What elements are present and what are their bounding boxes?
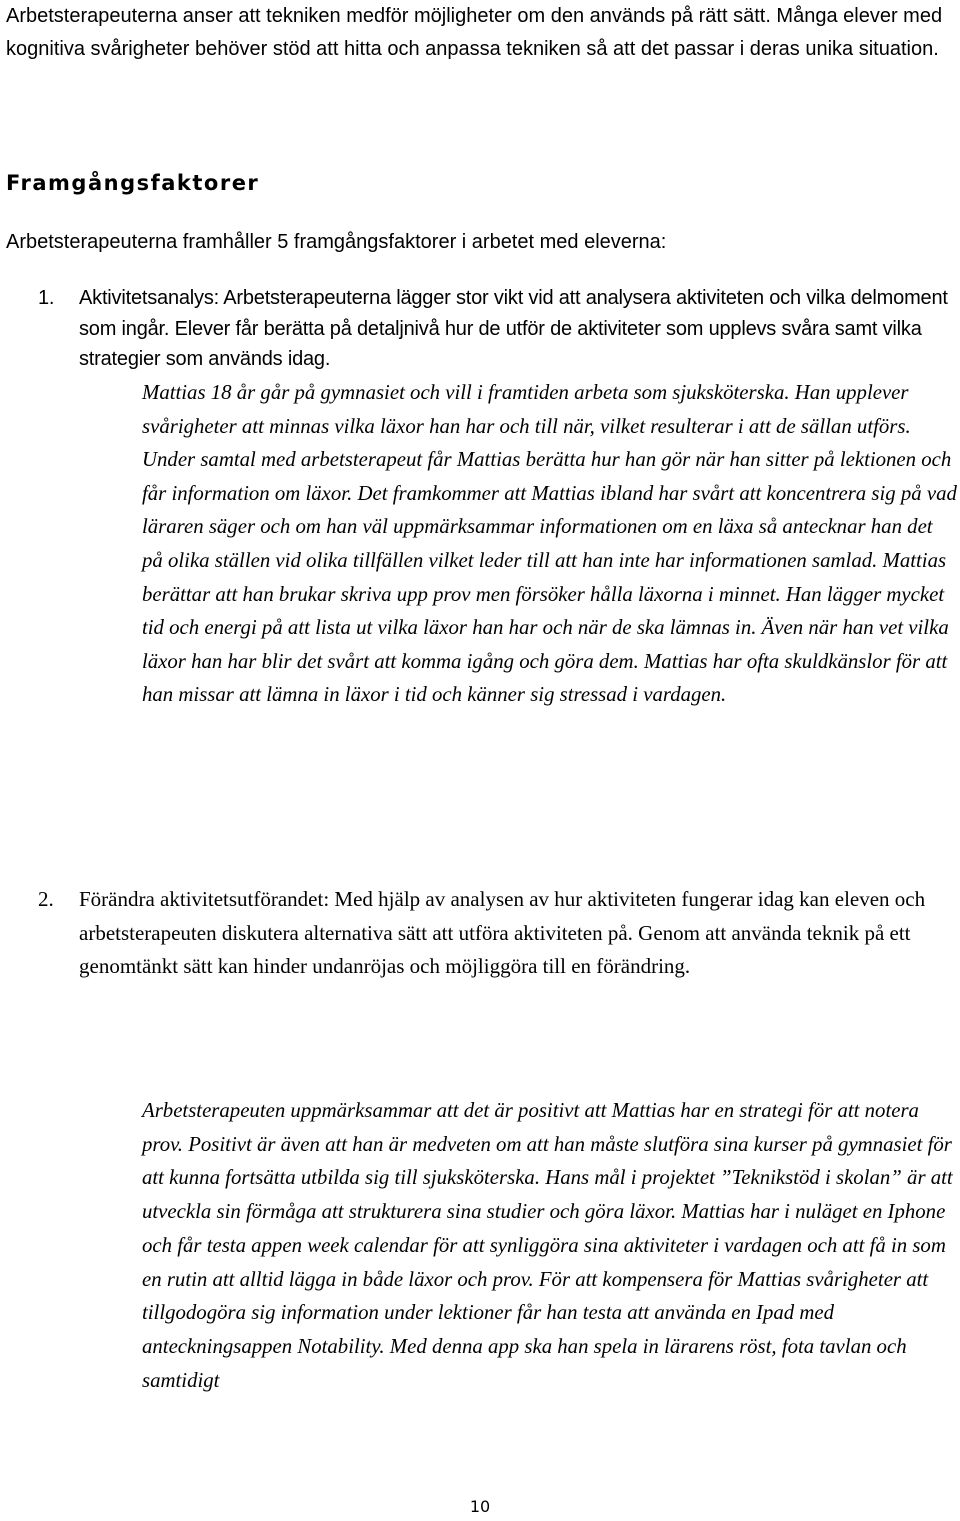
intro-paragraph: Arbetsterapeuterna anser att tekniken medför möjligheter om den används på rätt sätt. Många elever med kognitiva svårigheter behöver stöd att hitta och anpassa tekniken så att det passar i deras unika situation. <box>6 5 943 60</box>
item-number: 2. <box>38 887 54 911</box>
section-lead: Arbetsterapeuterna framhåller 5 framgångsfaktorer i arbetet med eleverna: <box>6 231 667 253</box>
case-example-1: Mattias 18 år går på gymnasiet och vill i framtiden arbeta som sjuksköterska. Han upplever svårigheter att minnas vilka läxor han har och till när, vilket resulterar i att de sällan utförs. Under samtal med arbetsterapeut får Mattias berätta hur han gör när han sitter på lektionen och får information om läxor. Det framkommer att Mattias ibland har svårt att koncentrera sig på vad läraren säger och om han väl uppmärksammar informationen om en läxa så antecknar han det på olika ställen vid olika tillfällen vilket leder till att han inte har informationen samlad. Mattias berättar att han brukar skriva upp prov men försöker hålla läxorna i minnet. Han lägger mycket tid och energi på att lista ut vilka läxor han har och när de ska lämnas in. Även när han vet vilka läxor han har blir det svårt att komma igång och göra dem. Mattias har ofta skuldkänslor för att han missar att lämna in läxor i tid och känner sig stressad i vardagen. <box>142 381 957 707</box>
case-example-2: Arbetsterapeuten uppmärksammar att det är positivt att Mattias har en strategi för att notera prov. Positivt är även att han är medveten om att han måste slutföra sina kurser på gymnasiet för att kunna fortsätta utbilda sig till sjuksköterska. Hans mål i projektet ”Teknikstöd i skolan” är att utveckla sin förmåga att strukturera sina studier och göra läxor. Mattias har i nuläget en Iphone och får testa appen week calendar för att synliggöra sina aktiviteter i vardagen och att få in som en rutin att alltid lägga in både läxor och prov. För att kompensera för Mattias svårigheter att tillgodogöra sig information under lektioner får han testa att använda en Ipad med anteckningsappen Notability. Med denna app ska han spela in lärarens röst, fota tavlan och samtidigt <box>142 1099 953 1392</box>
item-text: Aktivitetsanalys: Arbetsterapeuterna lägger stor vikt vid att analysera aktiviteten och vilka delmoment som ingår. Elever får berätta på detaljnivå hur de utför de aktiviteter som upplevs svåra samt vilka strategier som används idag. <box>79 287 948 370</box>
numbered-item-2 <box>38 883 956 984</box>
numbered-item-1 <box>38 283 956 375</box>
section-heading: Framgångsfaktorer <box>6 171 260 195</box>
item-number: 1. <box>38 287 55 309</box>
item-text: Förändra aktivitetsutförandet: Med hjälp av analysen av hur aktiviteten fungerar idag kan eleven och arbetsterapeuten diskutera alternativa sätt att utföra aktiviteten på. Genom att använda teknik på ett genomtänkt sätt kan hinder undanröjas och möjliggöra till en förändring. <box>79 887 926 979</box>
page-number: 10 <box>469 1497 491 1516</box>
